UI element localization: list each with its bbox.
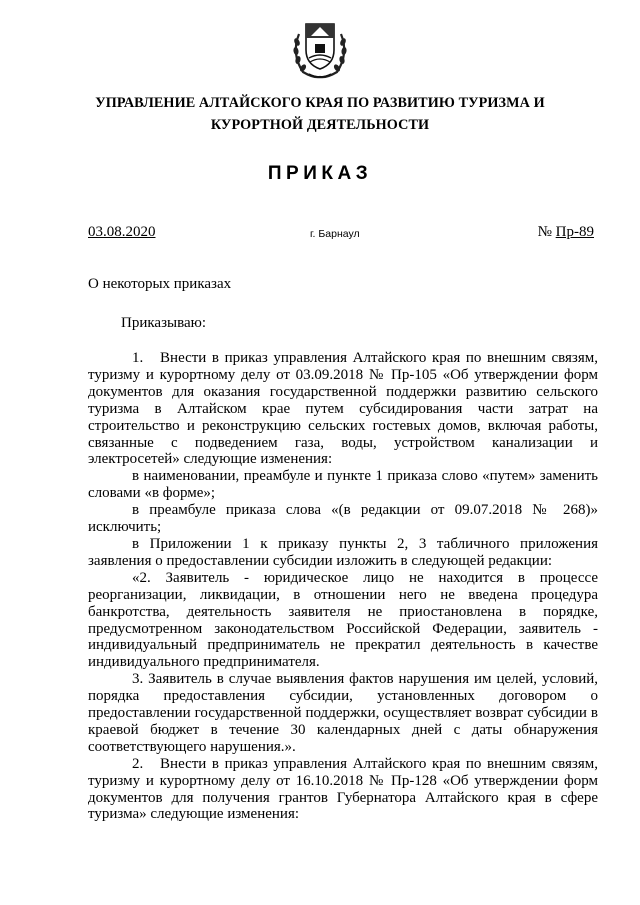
order-date: 03.08.2020 [88, 224, 156, 240]
paragraph-item: в наименовании, преамбуле и пункте 1 приказа слово «путем» заменить словами «в форме»; [88, 468, 598, 502]
order-subject: О некоторых приказах [88, 276, 232, 292]
paragraph-item: в преамбуле приказа слова «(в редакции от 09.07.2018 № 268)» исключить; [88, 502, 598, 536]
paragraph-1: 1. Внести в приказ управления Алтайского края по внешним связям, туризму и курортному делу от 03.09.2018 № Пр-105 «Об утверждении форм документов для оказания государственной поддержки развитию сельского туризма в Алтайском крае путем субсидирования части затрат на строительство и реконструкцию сельских гостевых домов, включая работы, связанные с подведением газа, воды, устройством канализации и электросетей» следующие изменения: [88, 350, 598, 468]
order-number [538, 224, 594, 241]
organization-name-line1: УПРАВЛЕНИЕ АЛТАЙСКОГО КРАЯ ПО РАЗВИТИЮ ТУРИЗМА И [95, 95, 545, 111]
paragraph-2: 2. Внести в приказ управления Алтайского края по внешним связям, туризму и курортному делу от 16.10.2018 № Пр-128 «Об утверждении форм документов для получения грантов Губернатора Алтайского края в сфере туризма» следующие изменения: [88, 755, 598, 823]
coat-of-arms-icon [289, 14, 351, 80]
organization-name-line2: КУРОРТНОЙ ДЕЯТЕЛЬНОСТИ [210, 117, 430, 133]
document-type-title: ПРИКАЗ [267, 163, 373, 184]
paragraph-quote-2: «2. Заявитель - юридическое лицо не находится в процессе реорганизации, ликвидации, в отношении него не введена процедура банкротства, деятельность заявителя не приостановлена в порядке, предусмотренном законодательством Российской Федерации, заявитель - индивидуальный предприниматель не прекратил деятельность в качестве индивидуального предпринимателя. [88, 569, 598, 671]
order-number-value: Пр-89 [555, 224, 594, 240]
order-command: Приказываю: [121, 315, 206, 331]
order-body [88, 350, 598, 823]
order-number-prefix: № [537, 224, 552, 240]
paragraph-quote-3: 3. Заявитель в случае выявления фактов нарушения им целей, условий, порядка предоставления субсидии, установленных договором о предоставлении государственной поддержки, осуществляет возврат субсидии в краевой бюджет в течение 30 календарных дней с даты обнаружения соответствующего нарушения.». [88, 671, 598, 755]
paragraph-item: в Приложении 1 к приказу пункты 2, 3 табличного приложения заявления о предоставлении субсидии изложить в следующей редакции: [88, 535, 598, 569]
order-city: г. Барнаул [310, 228, 360, 240]
